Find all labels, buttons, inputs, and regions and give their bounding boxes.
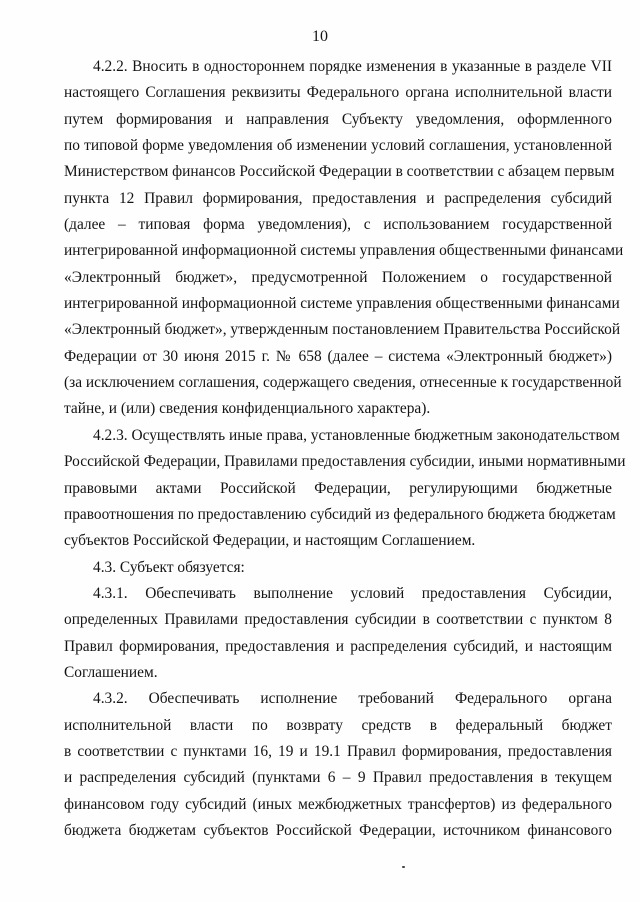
text-line: «Электронный бюджет», утвержденным постановлением Правительства Российской bbox=[64, 321, 621, 339]
text-line: тайне, и (или) сведения конфиденциального характера). bbox=[64, 400, 431, 418]
text-line: 4.2.3. Осуществлять иные права, установленные бюджетным законодательством bbox=[93, 426, 620, 444]
paragraph bbox=[64, 423, 626, 555]
text-line: бюджета бюджетам субъектов Российской Федерации, источником финансового bbox=[64, 821, 612, 839]
text-line: (далее – типовая форма уведомления), с использованием государственной bbox=[64, 216, 612, 234]
text-line: 4.3.1. Обеспечивать выполнение условий предоставления Субсидии, bbox=[93, 584, 612, 602]
text-line: (за исключением соглашения, содержащего сведения, отнесенные к государственной bbox=[64, 374, 622, 392]
text-line: исполнительной власти по возврату средств в федеральный бюджет bbox=[64, 716, 612, 734]
text-line: 4.3.2. Обеспечивать исполнение требований Федерального органа bbox=[93, 690, 612, 708]
paragraph bbox=[64, 686, 612, 844]
document-body bbox=[64, 54, 626, 844]
text-line: пункта 12 Правил формирования, предоставления и распределения субсидий bbox=[64, 189, 612, 207]
text-line: Министерством финансов Российской Федерации в соответствии с абзацем первым bbox=[64, 163, 615, 181]
paragraph bbox=[64, 581, 612, 686]
text-line: по типовой форме уведомления об изменении условий соглашения, установленной bbox=[64, 137, 612, 155]
paragraph bbox=[64, 54, 624, 423]
text-line: и распределения субсидий (пунктами 6 – 9 Правил предоставления в текущем bbox=[64, 769, 612, 787]
text-line: определенных Правилами предоставления субсидии в соответствии с пунктом 8 bbox=[64, 611, 612, 629]
page-number: 10 bbox=[312, 28, 328, 45]
text-line: 4.2.2. Вносить в одностороннем порядке изменения в указанные в разделе VII bbox=[93, 58, 612, 75]
paragraph bbox=[64, 555, 612, 581]
scan-speck bbox=[402, 866, 405, 868]
text-line: Российской Федерации, Правилами предоставления субсидии, иными нормативными bbox=[64, 453, 626, 471]
text-line: 4.3. Субъект обязуется: bbox=[93, 558, 245, 576]
text-line: в соответствии с пунктами 16, 19 и 19.1 Правил формирования, предоставления bbox=[64, 742, 612, 760]
text-line: путем формирования и направления Субъекту уведомления, оформленного bbox=[64, 110, 612, 128]
text-line: правоотношения по предоставлению субсидий из федерального бюджета бюджетам bbox=[64, 505, 616, 523]
text-line: Федерации от 30 июня 2015 г. № 658 (далее – система «Электронный бюджет») bbox=[64, 347, 612, 365]
text-line: субъектов Российской Федерации, и настоящим Соглашением. bbox=[64, 532, 476, 550]
text-line: настоящего Соглашения реквизиты Федерального органа исполнительной власти bbox=[64, 84, 612, 102]
text-line: интегрированной информационной системе управления общественными финансами bbox=[64, 295, 620, 313]
text-line: финансовом году субсидий (иных межбюджетных трансфертов) из федерального bbox=[64, 795, 612, 813]
text-line: правовыми актами Российской Федерации, регулирующими бюджетные bbox=[64, 479, 612, 497]
text-line: интегрированной информационной системы управления общественными финансами bbox=[64, 242, 624, 260]
text-line: Правил формирования, предоставления и распределения субсидий, и настоящим bbox=[64, 637, 612, 655]
text-line: Соглашением. bbox=[64, 663, 158, 681]
text-line: «Электронный бюджет», предусмотренной Положением о государственной bbox=[64, 268, 612, 286]
